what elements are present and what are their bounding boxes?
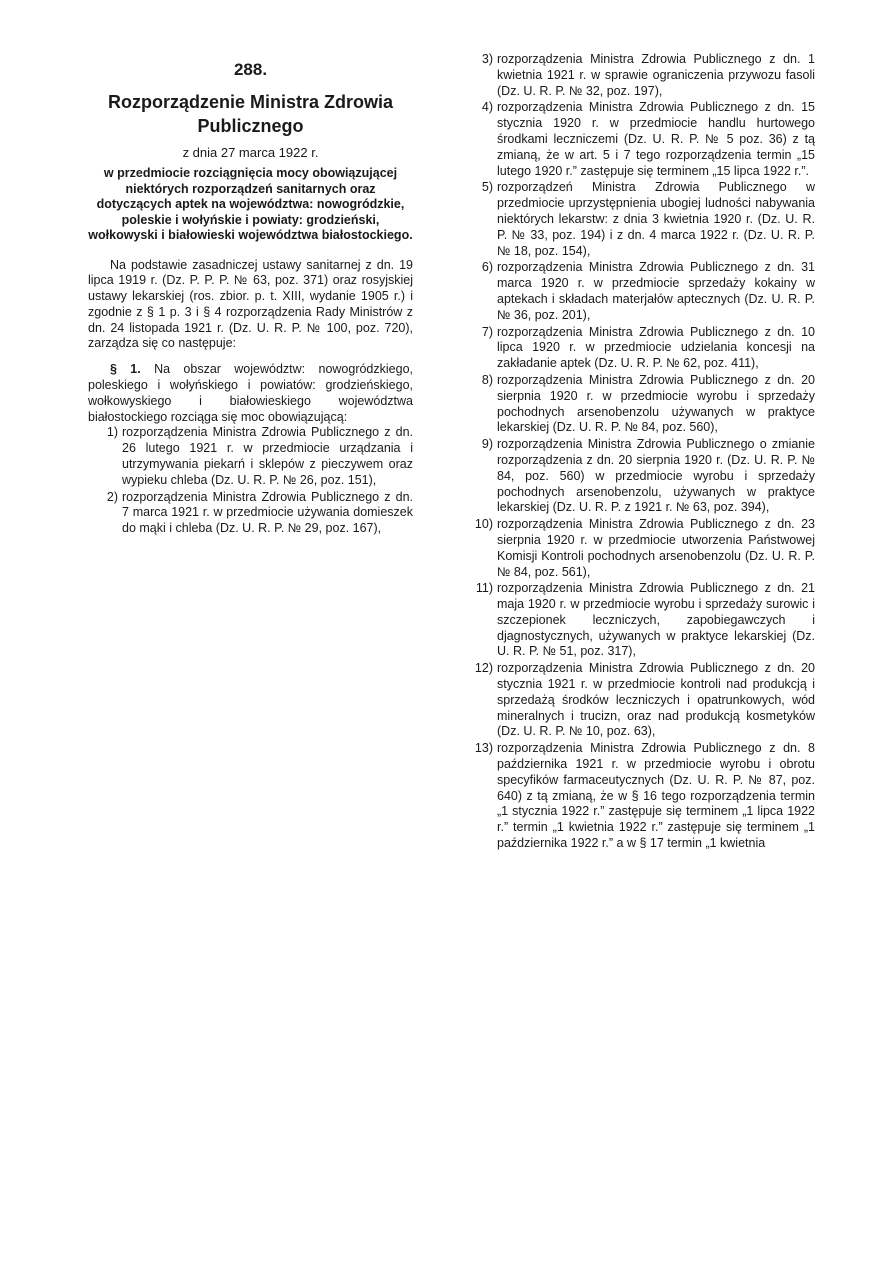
section-text: Na obszar województw: nowogródzkiego, poleskiego i wołyńskiego i powiatów: grodzieńskiego, wołkowyskiego i białowieskiego województwa białostockiego rozciąga się moc obowiązującą: [88, 362, 413, 424]
preamble-paragraph: Na podstawie zasadniczej ustawy sanitarnej z dn. 19 lipca 1919 r. (Dz. P. P. P. № 63, poz. 371) oraz rosyjskiej ustawy lekarskiej (ros. zbior. p. t. XIII, wydanie 1905 r.) i zgodnie z § 1 p. 3 i § 4 rozporządzenia Rady Ministrów z dn. 24 listopada 1921 r. (Dz. U. R. P. № 100, poz. 720), zarządza się co następuje: [88, 257, 413, 351]
act-title: Rozporządzenie Ministra Zdrowia Publicznego [107, 92, 394, 136]
item-number: 3) [481, 52, 493, 66]
section-1 [88, 362, 413, 425]
list-item [463, 100, 815, 179]
item-text: rozporządzenia Ministra Zdrowia Publicznego z dn. 31 marca 1920 r. w przedmiocie sprzedaży kokainy w aptekach i składach materjałów aptecznych (Dz. U. R. P. № 36, poz. 201), [497, 260, 815, 322]
item-number: 2) [106, 489, 118, 504]
item-number: 10) [474, 517, 493, 532]
item-number: 7) [481, 324, 493, 339]
item-number: 13) [474, 741, 493, 756]
act-subject: w przedmiocie rozciągnięcia mocy obowiązującej niektórych rozporządzeń sanitarnych oraz dotyczących aptek na województwa: nowogródzkie, poleskie i wołyńskie i powiaty: grodzieński, wołkowyski i białowieski województwa białostockiego. [88, 166, 413, 242]
left-column [88, 60, 413, 538]
list-item [463, 437, 815, 516]
item-number: 8) [481, 372, 493, 387]
item-text: rozporządzenia Ministra Zdrowia Publicznego z dn. 8 października 1921 r. w przedmiocie wyrobu i obrotu specyfików farmaceutycznych (Dz. U. R. P. № 87, poz. 640) z tą zmianą, że w § 16 tego rozporządzenia termin „1 stycznia 1922 r.” zastępuje się terminem „1 lipca 1922 r.” termin „1 kwietnia 1922 r.” zastępuje się terminem „1 października 1922 r.” a w § 17 termin „1 kwietnia [497, 741, 815, 851]
act-number: 288. [233, 60, 268, 79]
item-text: rozporządzenia Ministra Zdrowia Publicznego z dn. 1 kwietnia 1921 r. w sprawie ograniczenia przywozu fasoli (Dz. U. R. P. № 32, poz. 197), [497, 52, 815, 98]
list-item [463, 581, 815, 660]
list-item [463, 260, 815, 323]
act-date: z dnia 27 marca 1922 r. [182, 145, 319, 160]
list-item [463, 180, 815, 259]
item-number: 9) [481, 437, 493, 452]
item-number: 6) [481, 260, 493, 275]
item-text: rozporządzeń Ministra Zdrowia Publicznego w przedmiocie uprzystępnienia ubogiej ludności nabywania niektórych lekarstw: z dnia 3 kwietnia 1920 r. (Dz. U. R. P. № 33, poz. 194) i z dn. 4 marca 1922 r. (Dz. U. R. P. № 18, poz. 154), [497, 180, 815, 258]
section-mark: § 1. [110, 362, 141, 377]
item-number: 11) [475, 581, 493, 596]
list-item [463, 52, 815, 99]
item-number: 4) [481, 100, 493, 115]
list-item [463, 517, 815, 580]
list-item [88, 490, 413, 537]
item-number: 12) [474, 661, 493, 676]
list-item [463, 325, 815, 372]
list-item [463, 741, 815, 852]
right-column [463, 52, 815, 853]
list-item [463, 373, 815, 436]
item-text: rozporządzenia Ministra Zdrowia Publicznego z dn. 23 sierpnia 1920 r. w przedmiocie utworzenia Państwowej Komisji Kontroli pochodnych arsenobenzolu (Dz. U. R. P. № 84, poz. 561), [497, 517, 815, 579]
item-text: rozporządzenia Ministra Zdrowia Publicznego z dn. 20 stycznia 1921 r. w przedmiocie kontroli nad produkcją i sprzedażą środków leczniczych i opatrunkowych, wód mineralnych i trucizn, oraz nad produkcją kosmetyków (Dz. U. R. P. № 10, poz. 63), [497, 661, 815, 739]
list-item [463, 661, 815, 740]
item-text: rozporządzenia Ministra Zdrowia Publicznego z dn. 10 lipca 1920 r. w przedmiocie udzielania koncesji na zakładanie aptek (Dz. U. R. P. № 62, poz. 411), [497, 324, 815, 371]
item-number: 5) [481, 180, 493, 195]
left-items-list [88, 425, 413, 537]
item-number: 1) [106, 425, 118, 440]
list-item [88, 425, 413, 488]
item-text: rozporządzenia Ministra Zdrowia Publicznego z dn. 21 maja 1920 r. w przedmiocie wyrobu i sprzedaży surowic i szczepionek leczniczych, zapobiegawczych i djagnostycznych, używanych w praktyce lekarskiej (Dz. U. R. P. № 51, poz. 317), [497, 581, 815, 659]
right-items-list [463, 52, 815, 852]
item-text: rozporządzenia Ministra Zdrowia Publicznego o zmianie rozporządzenia z dn. 20 sierpnia 1920 r. (Dz. U. R. P. № 84, poz. 560) w przedmiocie wyrobu i sprzedaży pochodnych arsenobenzolu, używanych w praktyce lekarskiej (Dz. U. R. P. z 1921 r. № 63, poz. 394), [497, 437, 815, 515]
item-text: rozporządzenia Ministra Zdrowia Publicznego z dn. 15 stycznia 1920 r. w przedmiocie handlu hurtowego środkami leczniczemi (Dz. U. R. P. № 5 poz. 36) z tą zmianą, że w art. 5 i 7 tego rozporządzenia termin „15 lutego 1920 r.” zastępuje się terminem „15 lipca 1922 r.”. [497, 100, 815, 178]
item-text: rozporządzenia Ministra Zdrowia Publicznego z dn. 20 sierpnia 1920 r. w przedmiocie wyrobu i sprzedaży pochodnych arsenobenzolu używanych w praktyce lekarskiej (Dz. U. R. P. № 84, poz. 560), [497, 372, 815, 435]
item-text: rozporządzenia Ministra Zdrowia Publicznego z dn. 7 marca 1921 r. w przedmiocie używania domieszek do mąki i chleba (Dz. U. R. P. № 29, poz. 167), [122, 489, 413, 536]
item-text: rozporządzenia Ministra Zdrowia Publicznego z dn. 26 lutego 1921 r. w przedmiocie urządzania i utrzymywania piekarń i sklepów z pieczywem oraz wypieku chleba (Dz. U. R. P. № 26, poz. 151), [122, 425, 413, 487]
